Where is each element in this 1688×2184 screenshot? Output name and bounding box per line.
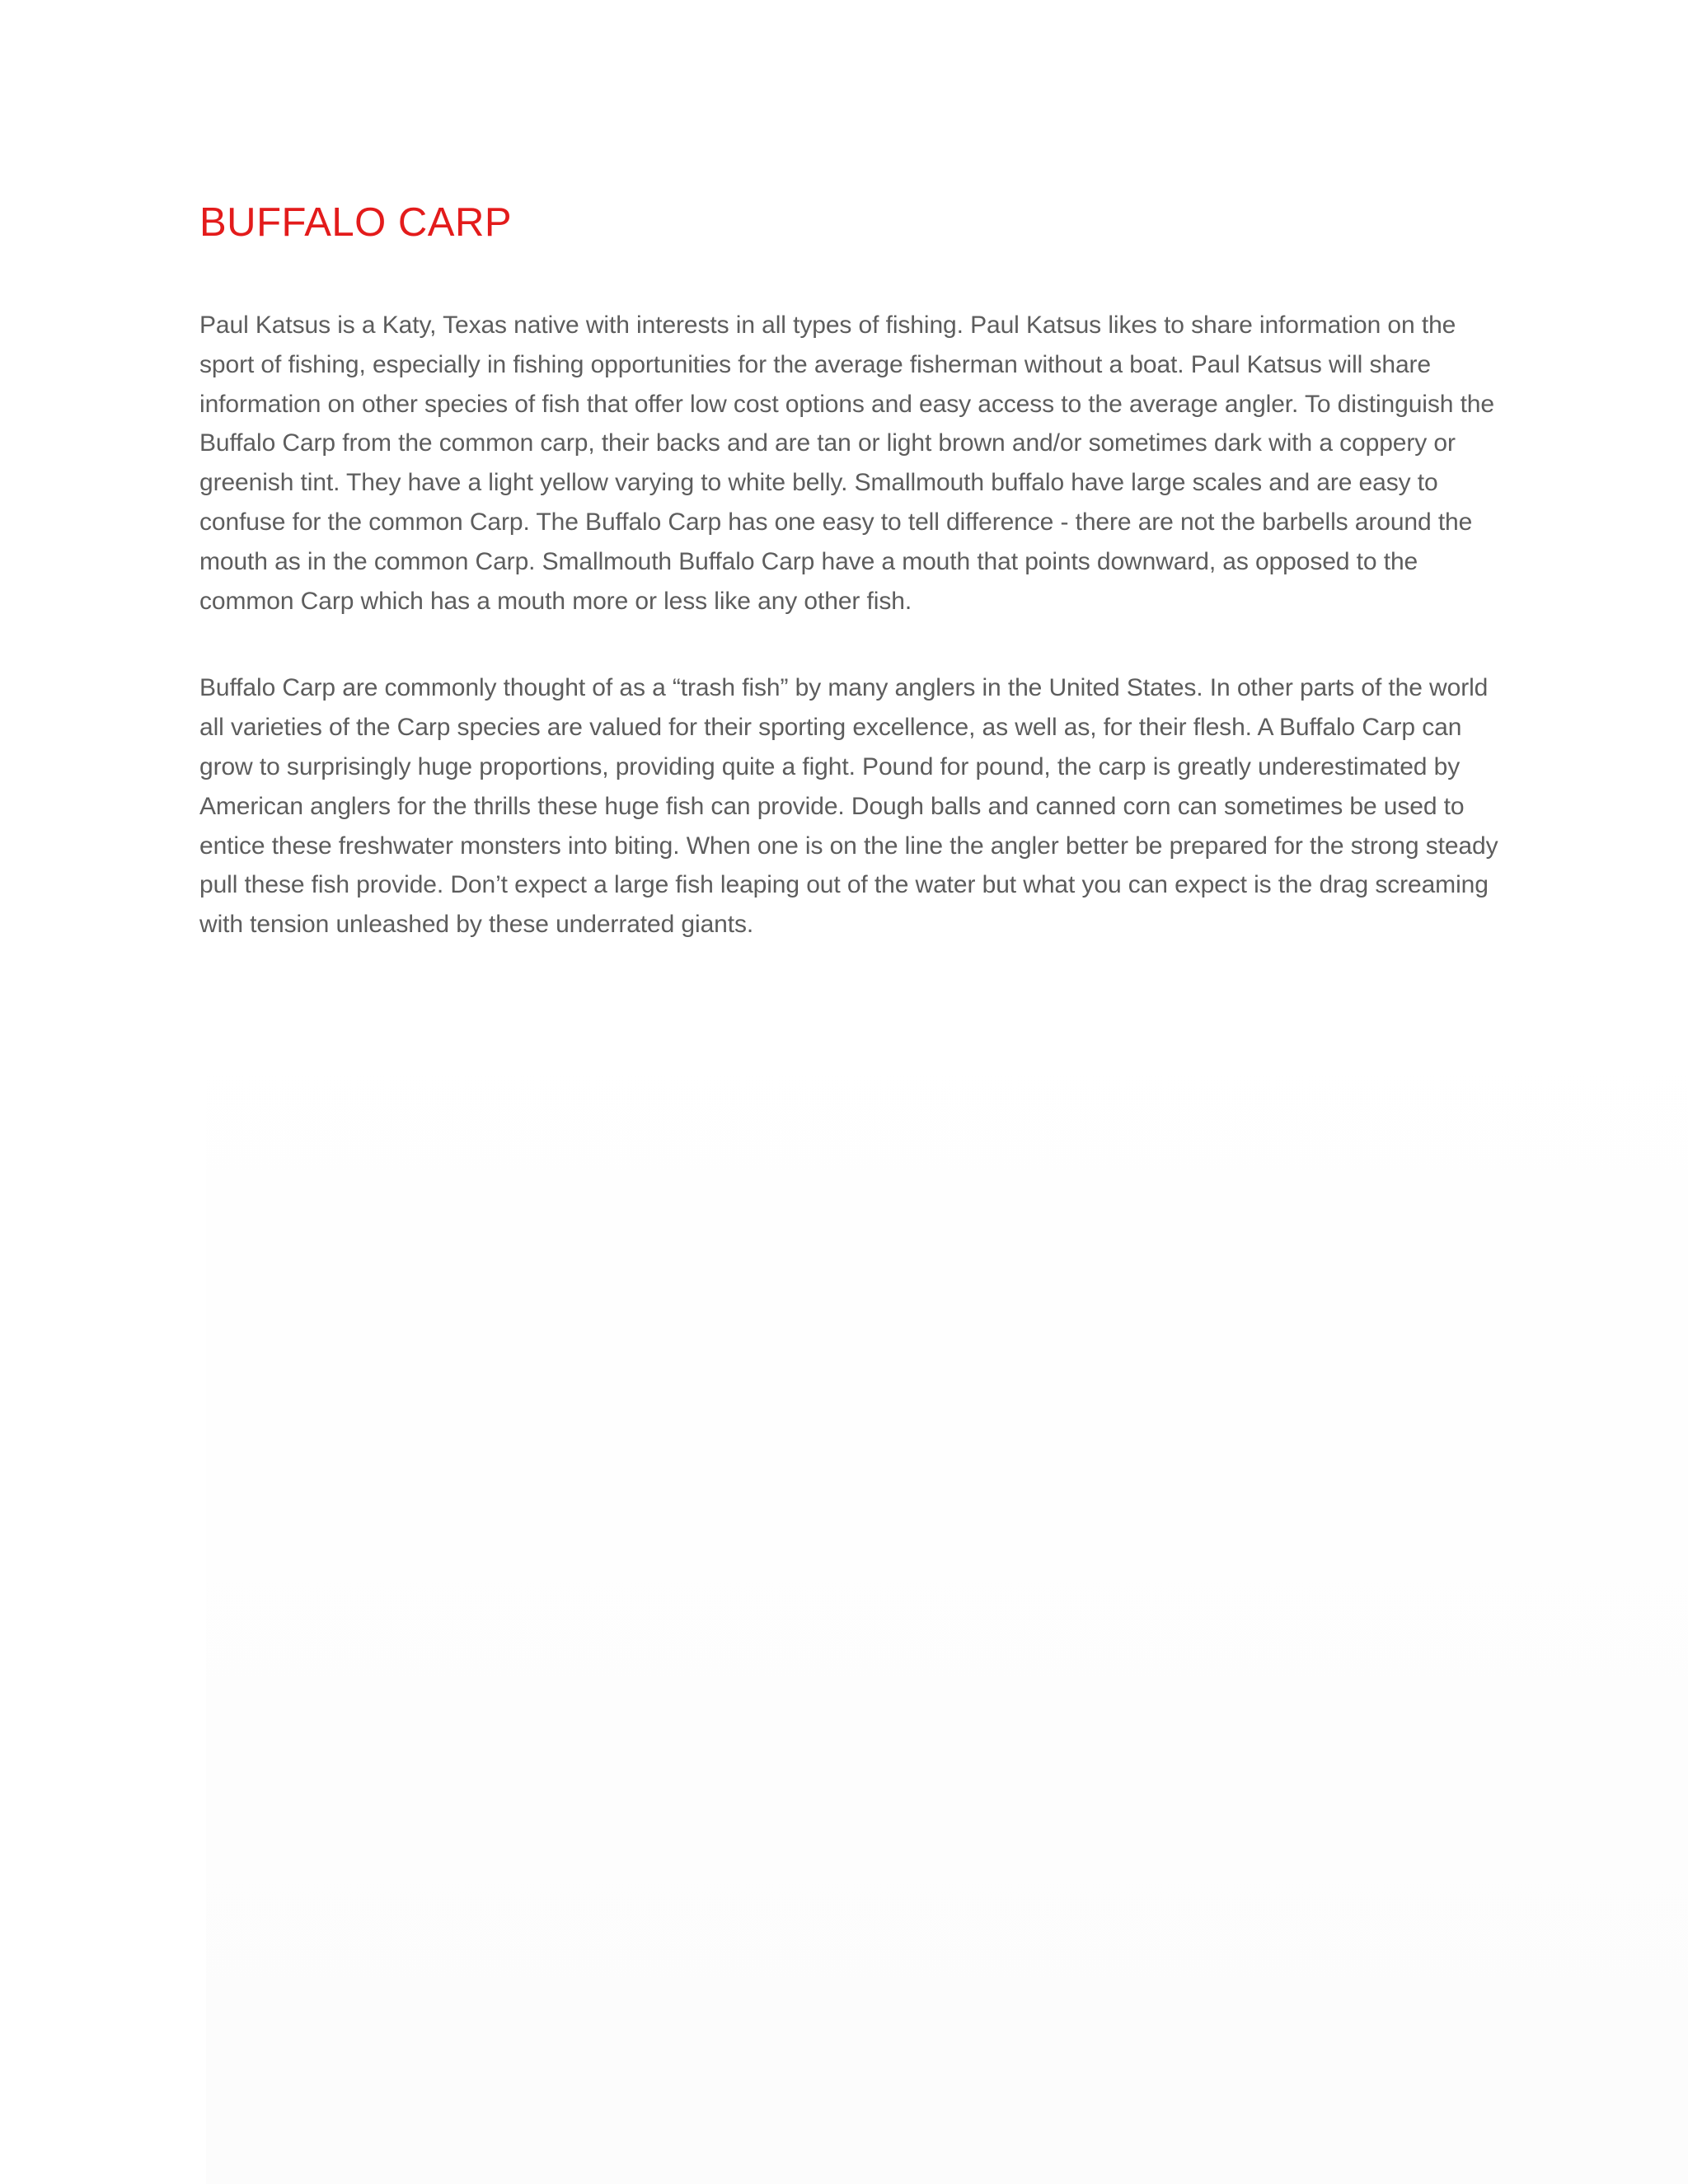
paragraph-trash-fish: Buffalo Carp are commonly thought of as a “trash fish” by many anglers in the United States. In other parts of the world all varieties of the Carp species are valued for their sporting excellence, as well as, for their flesh. A Buffalo Carp can grow to surprisingly huge proportions, providing quite a fight. Pound for pound, the carp is greatly underestimated by American anglers for the thrills these huge fish can provide. Dough balls and canned corn can sometimes be used to entice these freshwater monsters into biting. When one is on the line the angler better be prepared for the strong steady pull these fish provide. Don’t expect a large fish leaping out of the water but what you can expect is the drag screaming with tension unleashed by these underrated giants. (199, 674, 1498, 939)
page-shade (206, 972, 1688, 2184)
document-content (199, 196, 1502, 944)
document-title: BUFFALO CARP (199, 200, 513, 245)
paragraph-intro: Paul Katsus is a Katy, Texas native with interests in all types of fishing. Paul Katsus likes to share information on the sport of fishing, especially in fishing opportunities for the average fisherman without a boat. Paul Katsus will share information on other species of fish that offer low cost options and easy access to the average angler. To distinguish the Buffalo Carp from the common carp, their backs and are tan or light brown and/or sometimes dark with a coppery or greenish tint. They have a light yellow varying to white belly. Smallmouth buffalo have large scales and are easy to confuse for the common Carp. The Buffalo Carp has one easy to tell difference - there are not the barbells around the mouth as in the common Carp. Smallmouth Buffalo Carp have a mouth that points downward, as opposed to the common Carp which has a mouth more or less like any other fish. (199, 312, 1494, 615)
